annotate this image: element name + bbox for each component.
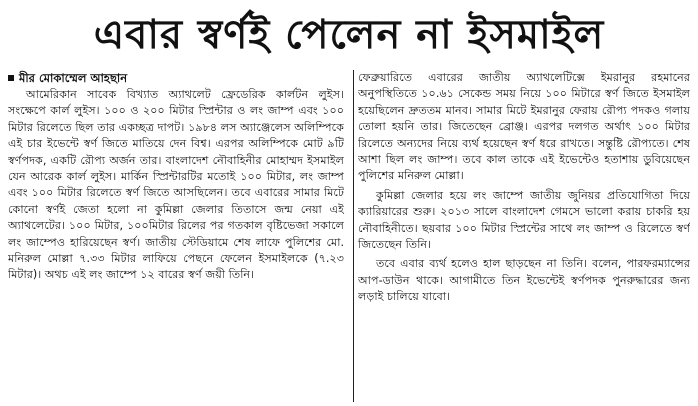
paragraph: তবে এবার ব্যর্থ হলেও হাল ছাড়ছেন না তিনি। বলেন, পারফরম্যান্সের আপ-ডাউন থাকে। আগামীতে তিন ইভেন্টেই স্বর্ণপদক পুনরুদ্ধারের জন্য লড়াই চালিয়ে যাবো। — [358, 257, 690, 304]
paragraph: আমেরিকান সাবেক বিখ্যাত অ্যাথলেট ফ্রেডেরিক কার্লটন লুইস। সংক্ষেপে কার্ল লুইস। ১০০ ও ২০০ মিটার স্প্রিন্টার ও লং জাম্প এবং ১০০ মিটার রিলেতে ছিল তার একচ্ছত্র দাপট। ১৯৮৪ লস অ্যাঞ্জেলেস অলিম্পিকে এই চার ইভেন্টে স্বর্ণ জিতে মাতিয়ে দেন বিশ্ব। এরপর অলিম্পিকে মোট ৯টি স্বর্ণপদক, একটি রৌপ্য অর্জন তার। বাংলাদেশ নৌবাহিনীর মোহাম্মদ ইসমাইল যেন আরেক কার্ল লুইস। মার্কিন স্প্রিন্টারটির মতোই ১০০ মিটার, লং জাম্প এবং ১০০ মিটার রিলেতে স্বর্ণ জিতে আসছিলেন। তবে এবারের সামার মিটে কোনো স্বর্ণই জেতা হলো না কুমিল্লা জেলার তিতাসে জন্ম নেয়া এই অ্যাথলেটের। ১০০ মিটার, ১০০মিটার রিলের পর গতকাল বৃষ্টিভেজা সকালে লং জাম্পেও হারিয়েছেন স্বর্ণ। জাতীয় স্টেডিয়ামে শেষ লাফে পুলিশের মো. মনিরুল মোল্লা ৭.৩৩ মিটার লাফিয়ে পেছনে ফেলেন ইসমাইলকে (৭.২৩ মিটার)। অথচ এই লং জাম্পে ১২ বারের স্বর্ণ জয়ী তিনি। — [8, 88, 344, 282]
article-body — [8, 70, 690, 402]
bullet-square-icon — [8, 75, 14, 81]
right-column — [358, 70, 690, 402]
headline: এবার স্বর্ণই পেলেন না ইসমাইল — [93, 12, 605, 58]
byline-author: মীর মোকাম্মেল আহছান — [19, 71, 128, 85]
column-divider — [353, 70, 354, 402]
byline — [8, 70, 344, 86]
paragraph: কুমিল্লা জেলার হয়ে লং জাম্পে জাতীয় জুনিয়র প্রতিযোগিতা দিয়ে ক্যারিয়ারের শুরু। ২০১৩ সালে বাংলাদেশ গেমসে ভালো করায় চাকরি হয় নৌবাহিনীতে। ছয়বার ১০০ মিটার স্প্রিন্টের সাথে লং জাম্প ও রিলেতে স্বর্ণ জিতেছেন তিনি। — [358, 188, 690, 252]
paragraph: ফেব্রুয়ারিতে এবারের জাতীয় অ্যাথলেটিক্সে ইমরানুর রহমানের অনুপস্থিতিতে ১০.৬১ সেকেন্ড সময় নিয়ে ১০০ মিটারে স্বর্ণ জিতে ইসমাইল হয়েছিলেন দ্রুততম মানব। সামার মিটে ইমরানুর ফেরায় রৌপ্য পদকও গলায় তোলা হয়নি তার। জিতেছেন ব্রোঞ্জ। এরপর দলগত অর্থাৎ ১০০ মিটার রিলেতে অন্যদের নিয়ে ব্যর্থ হয়েছেন স্বর্ণ ধরে রাখতে। সন্তুষ্টি রৌপ্যতে। শেষ আশা ছিল লং জাম্প। তবে কাল তাকে এই ইভেন্টেও হতাশায় ডুবিয়েছেন পুলিশের মনিরুল মোল্লা। — [358, 71, 690, 183]
left-column — [8, 70, 348, 402]
